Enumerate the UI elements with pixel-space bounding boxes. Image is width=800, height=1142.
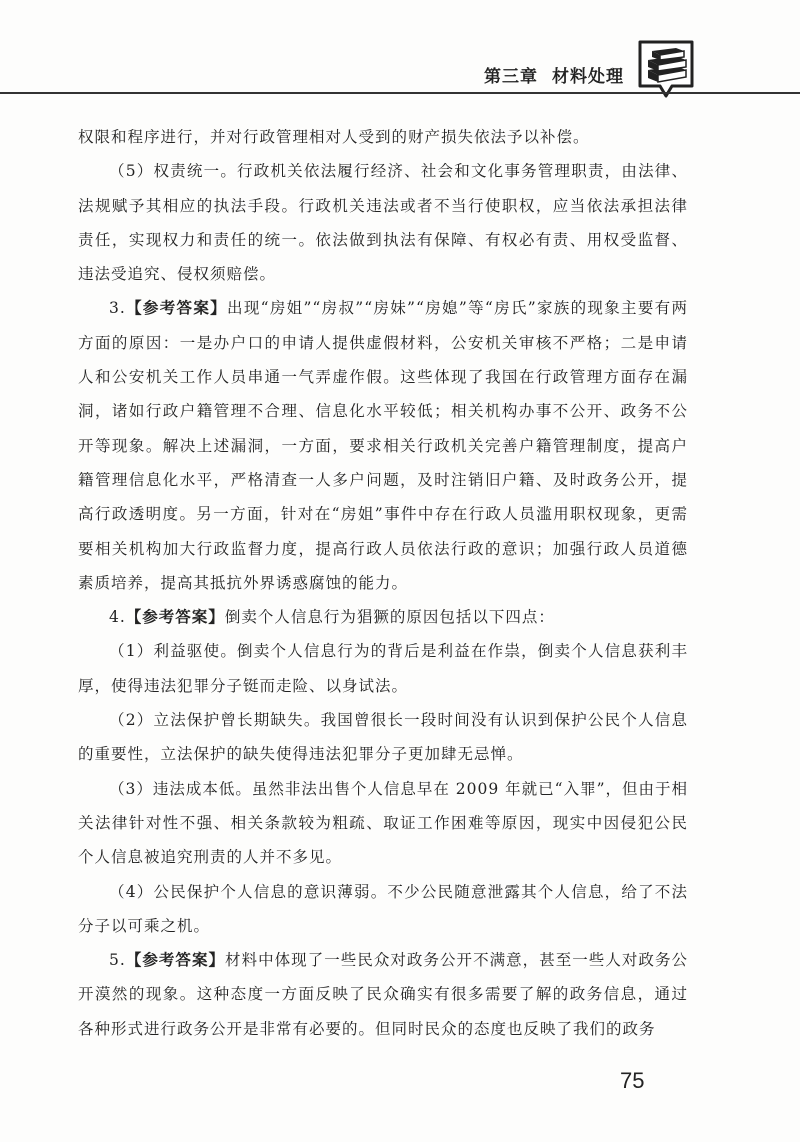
page-number: 75 <box>620 1068 645 1093</box>
answer-number: 3. <box>109 299 126 318</box>
chapter-label: 第三章 <box>484 67 538 87</box>
reason-1: （1）利益驱使。倒卖个人信息行为的背后是利益在作祟，倒卖个人信息获利丰厚，使得违法犯罪分子铤而走险、以身试法。 <box>78 642 688 695</box>
running-title <box>484 62 624 87</box>
paragraph-continued: 权限和程序进行，并对行政管理相对人受到的财产损失依法予以补偿。 <box>78 128 590 146</box>
answer-tag: 【参考答案】 <box>125 608 225 627</box>
answer-number: 4. <box>109 608 126 627</box>
page-header <box>0 0 800 100</box>
answer-4: 4.【参考答案】倒卖个人信息行为猖獗的原因包括以下四点： <box>109 608 555 627</box>
section-label: 材料处理 <box>552 67 624 87</box>
answer-5: 5.【参考答案】材料中体现了一些民众对政务公开不满意，甚至一些人对政务公开漠然的现象。这种态度一方面反映了民众确实有很多需要了解的政务信息，通过各种形式进行政务公开是非常有必要的。但同时民众的态度也反映了我们的政务 <box>78 951 688 1038</box>
answer-3: 3.【参考答案】出现“房姐”“房叔”“房妹”“房媳”等“房氏”家族的现象主要有两方面的原因：一是办户口的申请人提供虚假材料，公安机关审核不严格；二是申请人和公安机关工作人员串通一气弄虚作假。这些体现了我国在行政管理方面存在漏洞，诸如行政户籍管理不合理、信息化水平较低；相关机构办事不公开、政务不公开等现象。解决上述漏洞，一方面，要求相关行政机关完善户籍管理制度，提高户籍管理信息化水平，严格清查一人多户问题，及时注销旧户籍、及时政务公开，提高行政透明度。另一方面，针对在“房姐”事件中存在行政人员滥用职权现象，更需要相关机构加大行政监督力度，提高行政人员依法行政的意识；加强行政人员道德素质培养，提高其抵抗外界诱惑腐蚀的能力。 <box>78 299 688 592</box>
body-text <box>78 120 688 1046</box>
reason-4: （4）公民保护个人信息的意识薄弱。不少公民随意泄露其个人信息，给了不法分子以可乘之机。 <box>78 882 688 935</box>
reason-2: （2）立法保护曾长期缺失。我国曾很长一段时间没有认识到保护公民个人信息的重要性，立法保护的缺失使得违法犯罪分子更加肆无忌惮。 <box>78 711 688 764</box>
header-rule <box>0 92 800 94</box>
books-icon <box>636 38 696 100</box>
paragraph-item-5: （5）权责统一。行政机关依法履行经济、社会和文化事务管理职责，由法律、法规赋予其相应的执法手段。行政机关违法或者不当行使职权，应当依法承担法律责任，实现权力和责任的统一。依法做到执法有保障、有权必有责、用权受监督、违法受追究、侵权须赔偿。 <box>78 162 688 284</box>
reason-3: （3）违法成本低。虽然非法出售个人信息早在 2009 年就已“入罪”，但由于相关法律针对性不强、相关条款较为粗疏、取证工作困难等原因，现实中因侵犯公民个人信息被追究刑责的人并不多见。 <box>78 779 689 867</box>
answer-tag: 【参考答案】 <box>125 299 227 318</box>
answer-tag: 【参考答案】 <box>125 951 226 970</box>
answer-number: 5. <box>109 951 126 970</box>
